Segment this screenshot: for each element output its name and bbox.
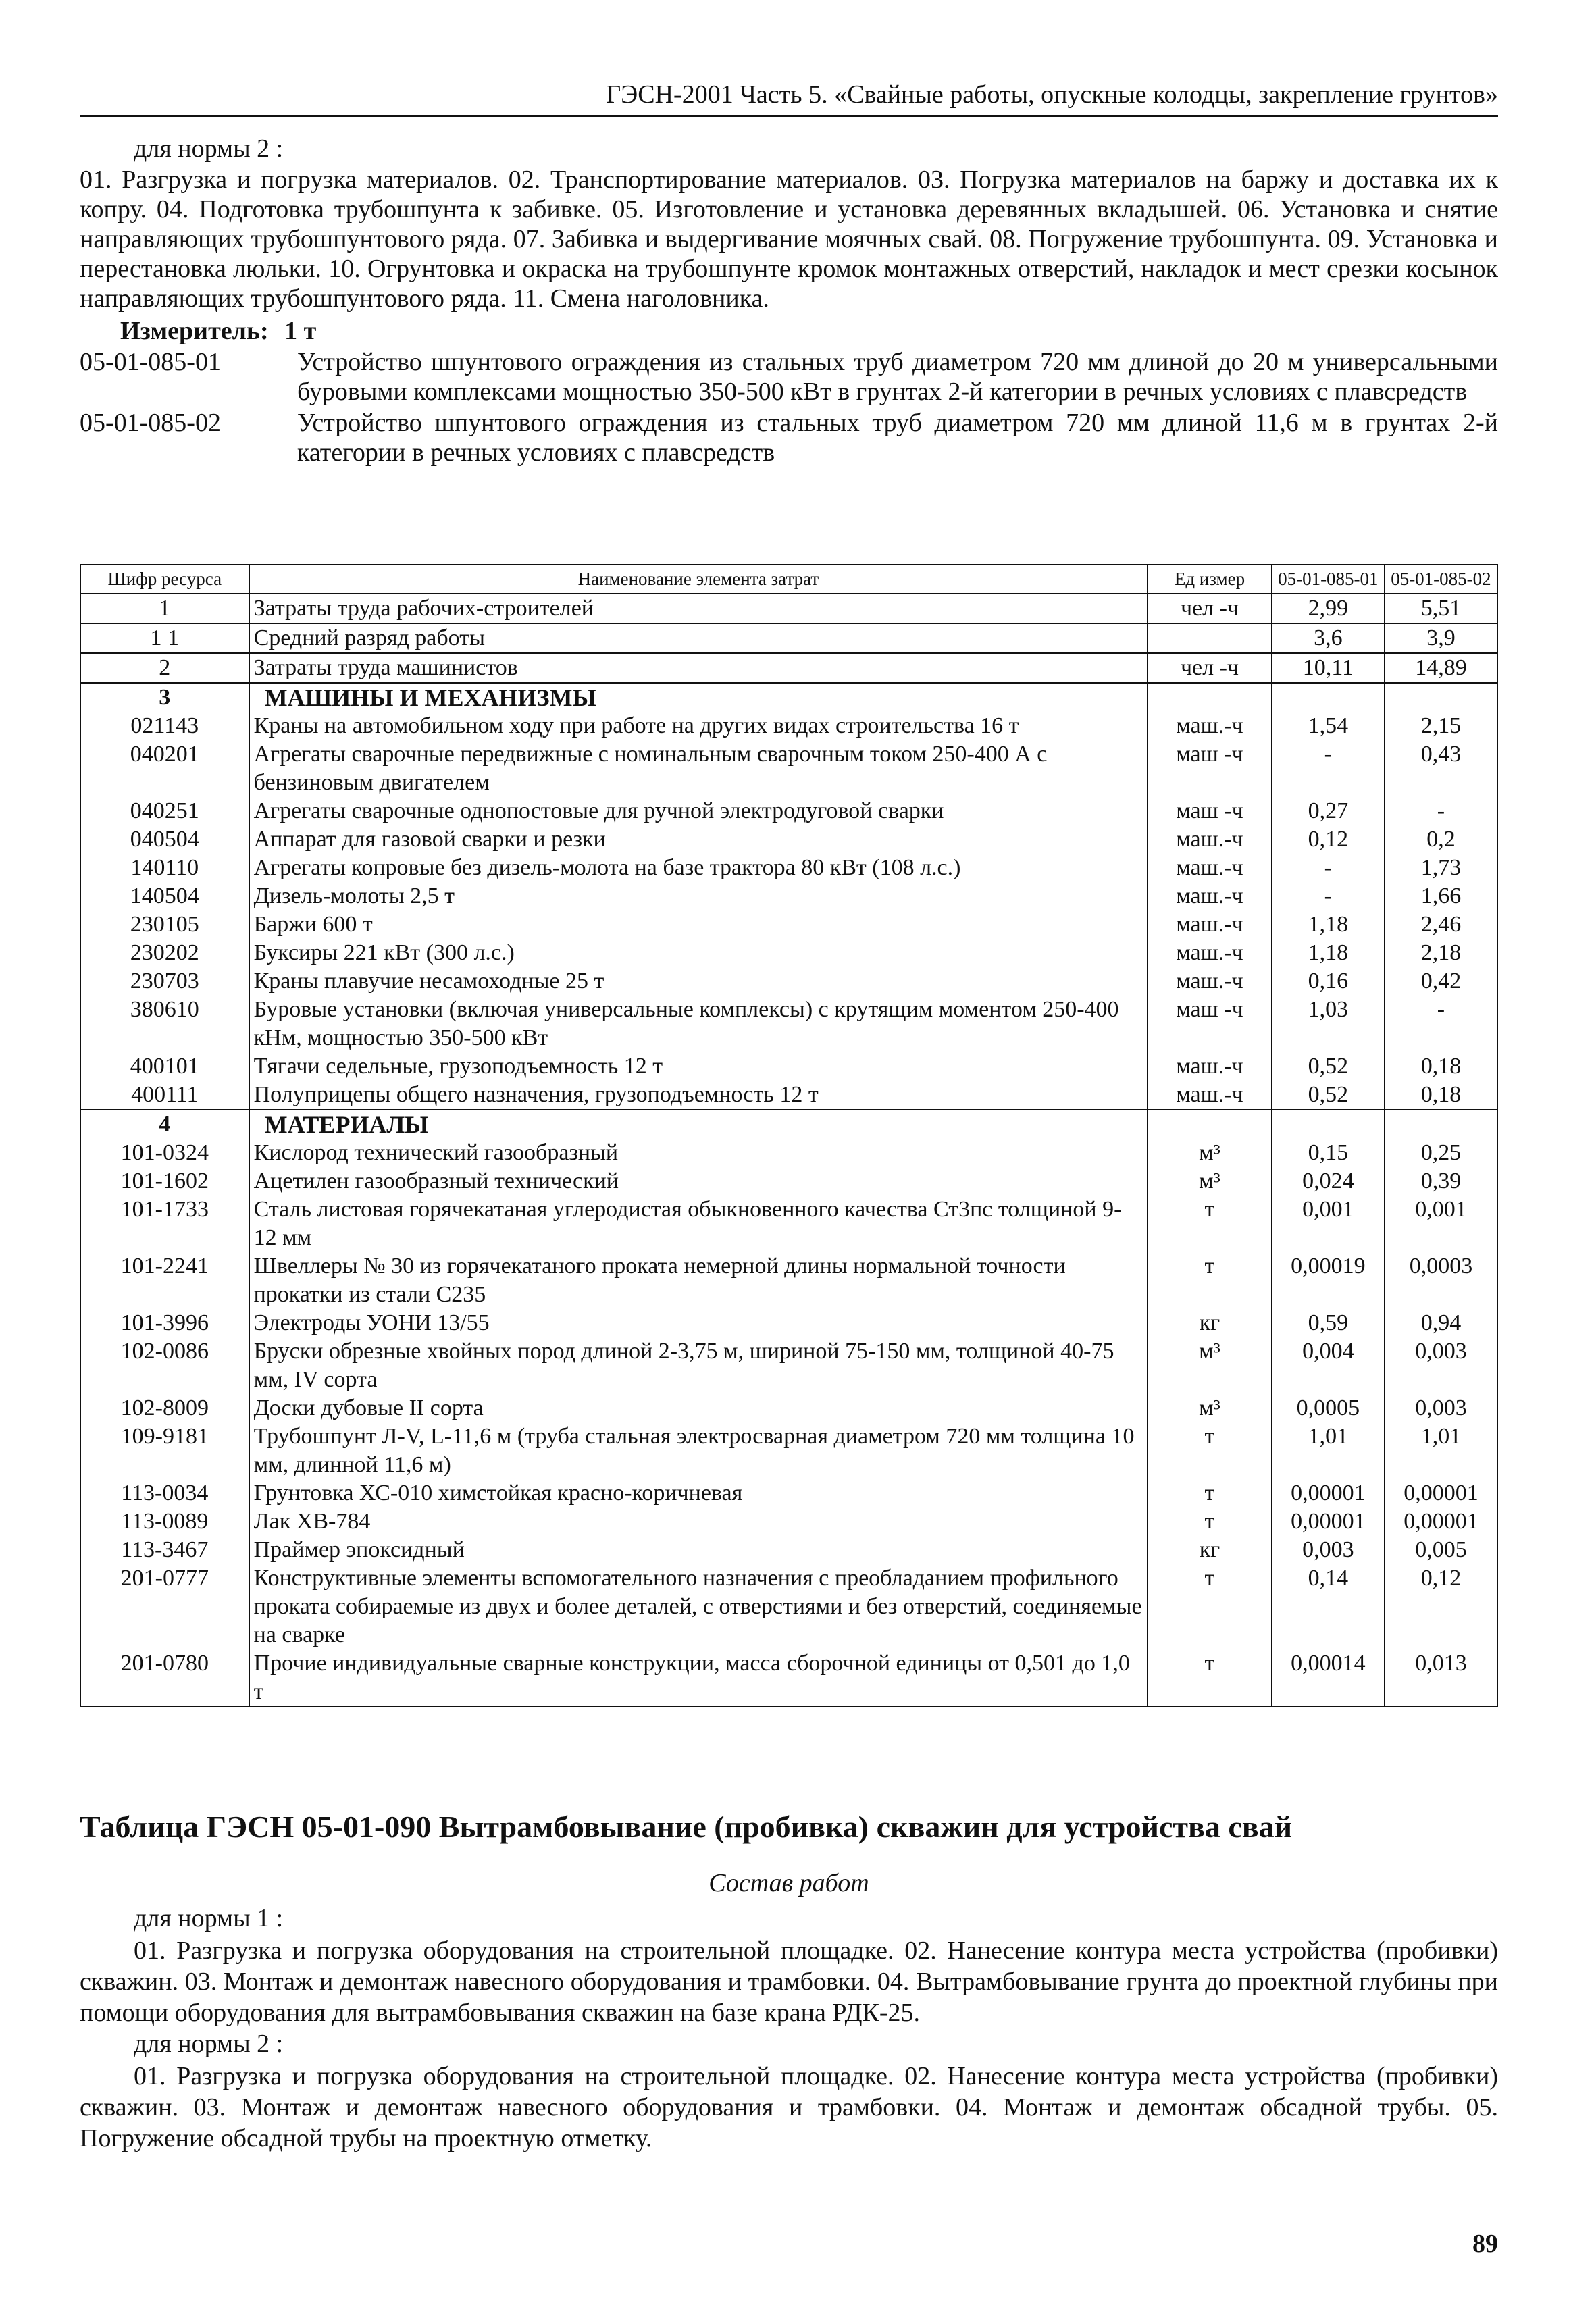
table-row: [80, 594, 1497, 623]
table-row: [80, 939, 1497, 967]
header-element-name: Наименование элемента затрат: [249, 565, 1148, 594]
resource-code: 109-9181: [80, 1422, 249, 1479]
norm-label: для нормы 2 :: [134, 134, 284, 163]
table-row: [80, 1649, 1497, 1707]
unit: т: [1148, 1195, 1272, 1252]
value-norm-01: 0,59: [1272, 1309, 1385, 1337]
resource-code: 201-0777: [80, 1564, 249, 1649]
norm2-works: 01. Разгрузка и погрузка оборудования на строительной площадке. 02. Нанесение контура места устройства (пробивки) скважин. 03. Монтаж и демонтаж навесного оборудования и трамбовки. 04. Монтаж и демонтаж обсадной трубы. 05. Погружение обсадной трубы на проектную отметку.: [80, 2062, 1498, 2153]
composition-section: [80, 1868, 1498, 2154]
value-norm-02: 14,89: [1385, 653, 1497, 683]
value-norm-01: 1,03: [1272, 996, 1385, 1052]
resource-code: 2: [80, 653, 249, 683]
table-title: Таблица ГЭСН 05-01-090 Вытрамбовывание (пробивка) скважин для устройства свай: [80, 1809, 1293, 1844]
resource-code: 113-3467: [80, 1536, 249, 1564]
unit: чел -ч: [1148, 653, 1272, 683]
value-norm-01: 2,99: [1272, 594, 1385, 623]
value-norm-01: 0,27: [1272, 797, 1385, 825]
value-norm-01: 0,12: [1272, 825, 1385, 854]
element-name: Затраты труда машинистов: [249, 653, 1148, 683]
table-row: [80, 854, 1497, 882]
resource-code: 040504: [80, 825, 249, 854]
norm-item: [80, 408, 1498, 467]
norm-text: Устройство шпунтового ограждения из стальных труб диаметром 720 мм длиной 11,6 м в грунтах 2-й категории в речных условиях с плавсредств: [297, 409, 1498, 467]
table-row: [80, 1422, 1497, 1479]
table-row: [80, 1564, 1497, 1649]
table-row: [80, 825, 1497, 854]
value-norm-02: [1385, 1110, 1497, 1139]
value-norm-01: 1,01: [1272, 1422, 1385, 1479]
page-number: 89: [1472, 2230, 1498, 2258]
norm2-label: для нормы 2 :: [134, 2030, 284, 2058]
resource-code: 230105: [80, 910, 249, 939]
value-norm-02: 0,0003: [1385, 1252, 1497, 1309]
unit: [1148, 623, 1272, 653]
resource-code: 201-0780: [80, 1649, 249, 1707]
table-row: [80, 712, 1497, 740]
resource-code: 101-1733: [80, 1195, 249, 1252]
value-norm-02: 0,00001: [1385, 1508, 1497, 1536]
value-norm-02: 0,2: [1385, 825, 1497, 854]
table-body: [80, 594, 1497, 1707]
value-norm-02: 0,003: [1385, 1394, 1497, 1422]
value-norm-01: 10,11: [1272, 653, 1385, 683]
table-row: [80, 1309, 1497, 1337]
value-norm-02: 0,18: [1385, 1052, 1497, 1081]
element-name: Буксиры 221 кВт (300 л.с.): [249, 939, 1148, 967]
unit: маш.-ч: [1148, 910, 1272, 939]
measure-label: Измеритель:: [120, 317, 269, 345]
value-norm-02: 0,18: [1385, 1081, 1497, 1110]
value-norm-01: 1,54: [1272, 712, 1385, 740]
element-name: Доски дубовые II сорта: [249, 1394, 1148, 1422]
value-norm-01: 0,024: [1272, 1167, 1385, 1195]
element-name: Дизель-молоты 2,5 т: [249, 882, 1148, 910]
value-norm-02: 0,42: [1385, 967, 1497, 996]
value-norm-01: 0,16: [1272, 967, 1385, 996]
header-norm-01: 05-01-085-01: [1272, 565, 1385, 594]
resource-code: 101-3996: [80, 1309, 249, 1337]
unit: маш -ч: [1148, 996, 1272, 1052]
element-name: Буровые установки (включая универсальные комплексы) с крутящим моментом 250-400 кНм, мощностью 350-500 кВт: [249, 996, 1148, 1052]
table-row: [80, 683, 1497, 712]
value-norm-02: -: [1385, 797, 1497, 825]
norm-item: [80, 347, 1498, 407]
table-row: [80, 910, 1497, 939]
page-header: ГЭСН-2001 Часть 5. «Свайные работы, опускные колодцы, закрепление грунтов»: [80, 80, 1498, 117]
element-name: Средний разряд работы: [249, 623, 1148, 653]
resource-code: 3: [80, 683, 249, 712]
value-norm-02: 2,46: [1385, 910, 1497, 939]
element-name: Трубошпунт Л-V, L-11,6 м (труба стальная электросварная диаметром 720 мм толщина 10 мм, длинной 11,6 м): [249, 1422, 1148, 1479]
norm1-label: для нормы 1 :: [134, 1904, 284, 1932]
table-row: [80, 797, 1497, 825]
value-norm-02: 1,01: [1385, 1422, 1497, 1479]
table-row: [80, 1479, 1497, 1508]
table-row: [80, 1167, 1497, 1195]
resource-code: 230703: [80, 967, 249, 996]
value-norm-01: 3,6: [1272, 623, 1385, 653]
value-norm-01: 0,52: [1272, 1081, 1385, 1110]
value-norm-02: 2,18: [1385, 939, 1497, 967]
header-norm-02: 05-01-085-02: [1385, 565, 1497, 594]
resource-code: 1: [80, 594, 249, 623]
value-norm-02: 0,005: [1385, 1536, 1497, 1564]
resource-code: 040201: [80, 740, 249, 797]
element-name: Грунтовка ХС-010 химстойкая красно-коричневая: [249, 1479, 1148, 1508]
unit: кг: [1148, 1536, 1272, 1564]
unit: т: [1148, 1479, 1272, 1508]
element-name: Тягачи седельные, грузоподъемность 12 т: [249, 1052, 1148, 1081]
unit: маш.-ч: [1148, 825, 1272, 854]
element-name: Электроды УОНИ 13/55: [249, 1309, 1148, 1337]
value-norm-01: 0,00001: [1272, 1508, 1385, 1536]
value-norm-02: 0,25: [1385, 1139, 1497, 1167]
measure-line: [80, 316, 1498, 346]
header-resource-code: Шифр ресурса: [80, 565, 249, 594]
value-norm-01: 0,00014: [1272, 1649, 1385, 1707]
unit: маш -ч: [1148, 740, 1272, 797]
resource-code: 102-0086: [80, 1337, 249, 1394]
element-name: Конструктивные элементы вспомогательного назначения с преобладанием профильного проката собираемые из двух и более деталей, с отверстиями и без отверстий, соединяемые на сварке: [249, 1564, 1148, 1649]
composition-caption: Состав работ: [709, 1869, 869, 1897]
table-row: [80, 996, 1497, 1052]
table-row: [80, 1139, 1497, 1167]
value-norm-01: [1272, 683, 1385, 712]
unit: чел -ч: [1148, 594, 1272, 623]
element-name: Праймер эпоксидный: [249, 1536, 1148, 1564]
unit: т: [1148, 1564, 1272, 1649]
value-norm-01: 0,52: [1272, 1052, 1385, 1081]
resource-code: 102-8009: [80, 1394, 249, 1422]
unit: маш.-ч: [1148, 1052, 1272, 1081]
unit: маш.-ч: [1148, 1081, 1272, 1110]
value-norm-02: 3,9: [1385, 623, 1497, 653]
value-norm-01: -: [1272, 740, 1385, 797]
unit: маш.-ч: [1148, 939, 1272, 967]
header-unit: Ед измер: [1148, 565, 1272, 594]
element-name: Агрегаты сварочные однопостовые для ручной электродуговой сварки: [249, 797, 1148, 825]
value-norm-02: 2,15: [1385, 712, 1497, 740]
unit: т: [1148, 1508, 1272, 1536]
resource-code: 113-0034: [80, 1479, 249, 1508]
value-norm-01: 0,003: [1272, 1536, 1385, 1564]
value-norm-02: 0,001: [1385, 1195, 1497, 1252]
value-norm-01: -: [1272, 854, 1385, 882]
table-row: [80, 882, 1497, 910]
unit: кг: [1148, 1309, 1272, 1337]
element-name: МАТЕРИАЛЫ: [249, 1110, 1148, 1139]
value-norm-02: 1,73: [1385, 854, 1497, 882]
table-header-row: [80, 565, 1497, 594]
value-norm-02: 0,013: [1385, 1649, 1497, 1707]
measure-value: 1 т: [284, 317, 317, 345]
value-norm-02: 0,12: [1385, 1564, 1497, 1649]
table-row: [80, 740, 1497, 797]
value-norm-01: 0,00019: [1272, 1252, 1385, 1309]
element-name: Баржи 600 т: [249, 910, 1148, 939]
value-norm-01: 0,14: [1272, 1564, 1385, 1649]
element-name: Ацетилен газообразный технический: [249, 1167, 1148, 1195]
resource-code: 101-1602: [80, 1167, 249, 1195]
value-norm-02: 0,39: [1385, 1167, 1497, 1195]
resource-code: 113-0089: [80, 1508, 249, 1536]
value-norm-02: 5,51: [1385, 594, 1497, 623]
value-norm-02: [1385, 683, 1497, 712]
table-row: [80, 1195, 1497, 1252]
value-norm-02: 0,003: [1385, 1337, 1497, 1394]
unit: [1148, 683, 1272, 712]
element-name: Краны на автомобильном ходу при работе на других видах строительства 16 т: [249, 712, 1148, 740]
unit: маш.-ч: [1148, 967, 1272, 996]
table-row: [80, 967, 1497, 996]
resource-code: 101-2241: [80, 1252, 249, 1309]
element-name: Прочие индивидуальные сварные конструкции, масса сборочной единицы от 0,501 до 1,0 т: [249, 1649, 1148, 1707]
resource-code: 021143: [80, 712, 249, 740]
unit: м³: [1148, 1337, 1272, 1394]
value-norm-01: 0,0005: [1272, 1394, 1385, 1422]
unit: маш.-ч: [1148, 712, 1272, 740]
unit: т: [1148, 1252, 1272, 1309]
resource-code: 400101: [80, 1052, 249, 1081]
unit: т: [1148, 1649, 1272, 1707]
element-name: Сталь листовая горячекатаная углеродистая обыкновенного качества Ст3пс толщиной 9-12 мм: [249, 1195, 1148, 1252]
resource-code: 140504: [80, 882, 249, 910]
value-norm-02: 0,43: [1385, 740, 1497, 797]
resource-table: [80, 564, 1498, 1707]
value-norm-01: [1272, 1110, 1385, 1139]
unit: м³: [1148, 1139, 1272, 1167]
value-norm-01: -: [1272, 882, 1385, 910]
table-row: [80, 1508, 1497, 1536]
value-norm-01: 0,004: [1272, 1337, 1385, 1394]
element-name: Краны плавучие несамоходные 25 т: [249, 967, 1148, 996]
value-norm-01: 0,001: [1272, 1195, 1385, 1252]
table-row: [80, 1110, 1497, 1139]
unit: м³: [1148, 1167, 1272, 1195]
element-name: Агрегаты сварочные передвижные с номинальным сварочным током 250-400 А с бензиновым двигателем: [249, 740, 1148, 797]
value-norm-02: 0,94: [1385, 1309, 1497, 1337]
resource-code: 230202: [80, 939, 249, 967]
table-row: [80, 653, 1497, 683]
element-name: Кислород технический газообразный: [249, 1139, 1148, 1167]
table-row: [80, 1252, 1497, 1309]
table-row: [80, 623, 1497, 653]
resource-code: 040251: [80, 797, 249, 825]
unit: [1148, 1110, 1272, 1139]
unit: маш.-ч: [1148, 854, 1272, 882]
element-name: Швеллеры № 30 из горячекатаного проката немерной длины нормальной точности прокатки из стали С235: [249, 1252, 1148, 1309]
element-name: Агрегаты копровые без дизель-молота на базе трактора 80 кВт (108 л.с.): [249, 854, 1148, 882]
element-name: Лак ХВ-784: [249, 1508, 1148, 1536]
value-norm-01: 1,18: [1272, 939, 1385, 967]
value-norm-02: -: [1385, 996, 1497, 1052]
resource-code: 380610: [80, 996, 249, 1052]
table-row: [80, 1394, 1497, 1422]
unit: т: [1148, 1422, 1272, 1479]
works-description: 01. Разгрузка и погрузка материалов. 02. Транспортирование материалов. 03. Погрузка материалов на баржу и доставка их к копру. 04. Подготовка трубошпунта к забивке. 05. Изготовление и установка деревянных вкладышей. 06. Установка и снятие направляющих трубошпунтового ряда. 07. Забивка и выдергивание моячных свай. 08. Погружение трубошпунта. 09. Установка и перестановка люльки. 10. Огрунтовка и окраска на трубошпунте кромок монтажных отверстий, накладок и мест срезки косынок направляющих трубошпунтового ряда. 11. Смена наголовника.: [80, 165, 1498, 313]
value-norm-01: 0,00001: [1272, 1479, 1385, 1508]
element-name: Полуприцепы общего назначения, грузоподъемность 12 т: [249, 1081, 1148, 1110]
resource-code: 400111: [80, 1081, 249, 1110]
resource-code: 4: [80, 1110, 249, 1139]
element-name: Затраты труда рабочих-строителей: [249, 594, 1148, 623]
value-norm-02: 1,66: [1385, 882, 1497, 910]
element-name: МАШИНЫ И МЕХАНИЗМЫ: [249, 683, 1148, 712]
resource-code: 101-0324: [80, 1139, 249, 1167]
norm-code: 05-01-085-01: [80, 348, 221, 376]
unit: м³: [1148, 1394, 1272, 1422]
resource-code: 140110: [80, 854, 249, 882]
norm-code: 05-01-085-02: [80, 409, 221, 437]
resource-code: 1 1: [80, 623, 249, 653]
unit: маш.-ч: [1148, 882, 1272, 910]
table-row: [80, 1081, 1497, 1110]
value-norm-01: 0,15: [1272, 1139, 1385, 1167]
intro-section: [80, 134, 1498, 467]
table-row: [80, 1536, 1497, 1564]
table-row: [80, 1052, 1497, 1081]
unit: маш -ч: [1148, 797, 1272, 825]
value-norm-01: 1,18: [1272, 910, 1385, 939]
table-row: [80, 1337, 1497, 1394]
norm1-works: 01. Разгрузка и погрузка оборудования на строительной площадке. 02. Нанесение контура места устройства (пробивки) скважин. 03. Монтаж и демонтаж навесного оборудования и трамбовки. 04. Вытрамбовывание грунта до проектной глубины при помощи оборудования для вытрамбовывания скважин на базе крана РДК-25.: [80, 1936, 1498, 2027]
element-name: Бруски обрезные хвойных пород длиной 2-3,75 м, шириной 75-150 мм, толщиной 40-75 мм, IV сорта: [249, 1337, 1148, 1394]
value-norm-02: 0,00001: [1385, 1479, 1497, 1508]
element-name: Аппарат для газовой сварки и резки: [249, 825, 1148, 854]
norm-text: Устройство шпунтового ограждения из стальных труб диаметром 720 мм длиной до 20 м универсальными буровыми комплексами мощностью 350-500 кВт в грунтах 2-й категории в речных условиях с плавсредств: [297, 348, 1498, 406]
